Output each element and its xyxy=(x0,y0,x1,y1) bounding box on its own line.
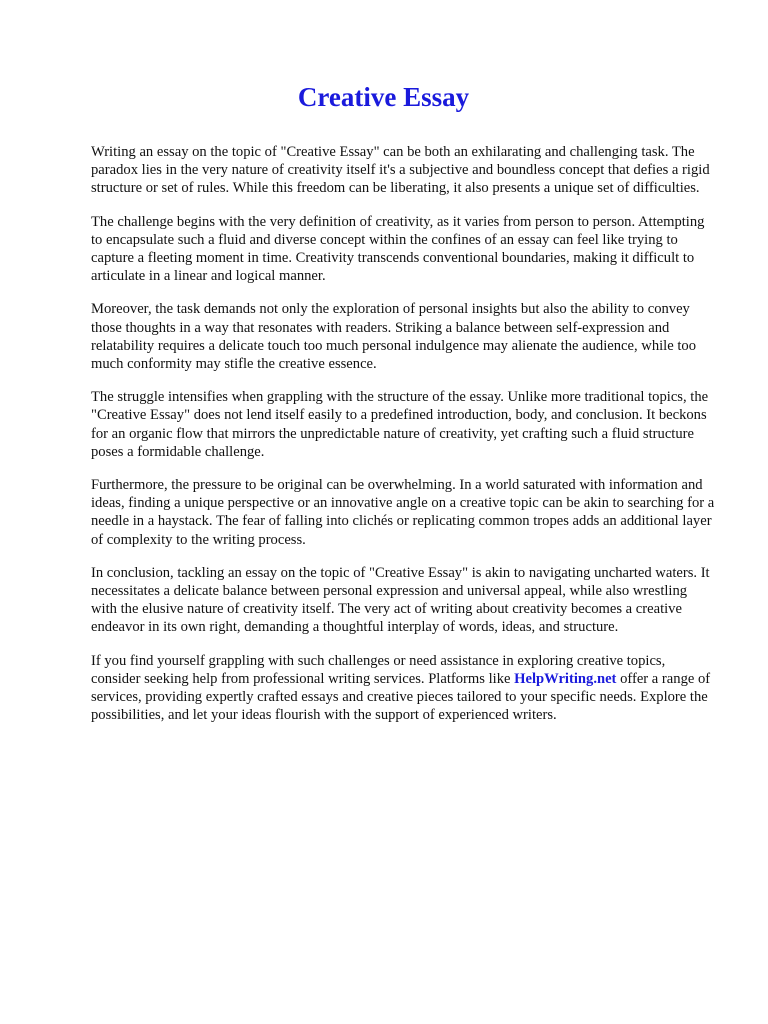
closing-text-after-link: offer a range of services, providing expertly crafted essays and creative pieces tailored to your specific needs. Explore the possibilities, and let your ideas flourish with the support of experienced writers. xyxy=(91,670,711,724)
paragraph-6: In conclusion, tackling an essay on the topic of "Creative Essay" is akin to navigating uncharted waters. It necessitates a delicate balance between personal expression and universal appeal, while also wrestling with the elusive nature of creativity itself. The very act of writing about creativity becomes a creative endeavor in its own right, demanding a thoughtful interplay of words, ideas, and structure. xyxy=(91,564,710,636)
paragraph-1: Writing an essay on the topic of "Creative Essay" can be both an exhilarating and challenging task. The paradox lies in the very nature of creativity itself it's a subjective and boundless concept that defies a rigid structure or set of rules. While this freedom can be liberating, it also presents a unique set of difficulties. xyxy=(91,144,710,197)
paragraph-4: The struggle intensifies when grappling with the structure of the essay. Unlike more traditional topics, the "Creative Essay" does not lend itself easily to a predefined introduction, body, and conclusion. It beckons for an organic flow that mirrors the unpredictable nature of creativity, yet crafting such a fluid structure poses a formidable challenge. xyxy=(91,389,709,460)
closing-text-before-link: If you find yourself grappling with such challenges or need assistance in exploring creative topics, consider seeking help from professional writing services. Platforms like xyxy=(91,652,666,687)
paragraph-3: Moreover, the task demands not only the exploration of personal insights but also the ability to convey those thoughts in a way that resonates with readers. Striking a balance between self-expression and relatability requires a delicate touch too much personal indulgence may alienate the audience, while too much conformity may stifle the creative essence. xyxy=(91,301,696,373)
page-title: Creative Essay xyxy=(297,82,470,112)
paragraph-2: The challenge begins with the very definition of creativity, as it varies from person to person. Attempting to encapsulate such a fluid and diverse concept within the confines of an essay can feel like trying to capture a fleeting moment in time. Creativity transcends conventional boundaries, making it difficult to articulate in a linear and logical manner. xyxy=(91,213,705,285)
closing-paragraph xyxy=(91,652,716,725)
paragraph-5: Furthermore, the pressure to be original can be overwhelming. In a world saturated with information and ideas, finding a unique perspective or an innovative angle on a creative topic can be akin to searching for a needle in a haystack. The fear of falling into clichés or replicating common tropes adds an additional layer of complexity to the writing process. xyxy=(91,477,715,548)
helpwriting-link[interactable]: HelpWriting.net xyxy=(514,670,617,687)
